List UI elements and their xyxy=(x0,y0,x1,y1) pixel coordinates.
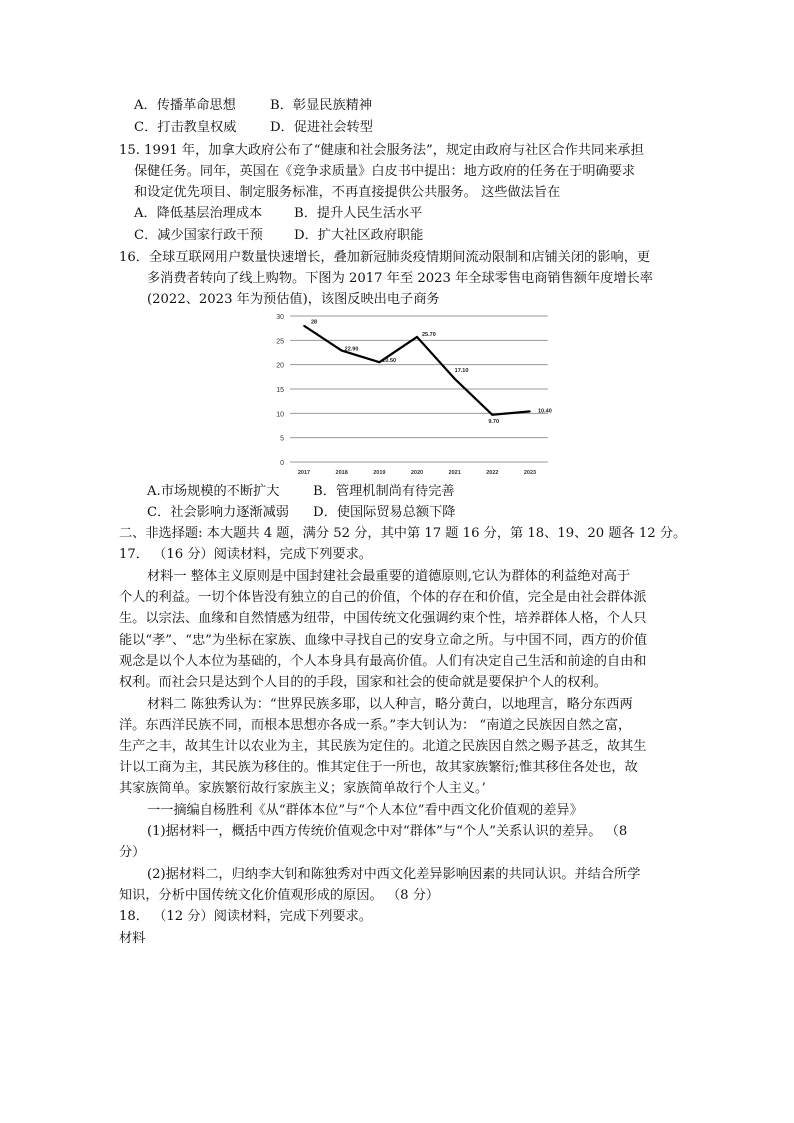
data-label: 10.40 xyxy=(538,408,552,415)
data-point xyxy=(341,350,343,352)
series-line xyxy=(304,326,530,415)
q16-options-row1 xyxy=(147,482,455,502)
q17-sub1-line2: 分） xyxy=(119,845,146,860)
q15-options-row1 xyxy=(134,204,422,224)
q15-stem-line3: 和设定优先项目、制定服务标准，不再直接提供公共服务。 这些做法旨在 xyxy=(134,185,561,200)
q17-material2-line4: 计以工商为主，其民族为移住的。惟其定住于一所也，故其家族繁衍;惟其移住各处也，故 xyxy=(119,760,638,775)
data-point xyxy=(529,411,531,413)
q18-material-label: 材料 xyxy=(119,931,146,946)
q17-sub2-line2: 知识，分析中国传统文化价值观形成的原因。 （8 分） xyxy=(119,888,440,903)
q15-option-d: D．扩大社区政府职能 xyxy=(294,228,424,243)
y-tick-label: 20 xyxy=(276,362,284,370)
growth-rate-line-chart xyxy=(268,310,558,482)
q17-title: 17． （16 分）阅读材料，完成下列要求。 xyxy=(119,547,372,562)
data-point xyxy=(379,361,381,363)
x-tick-label: 2019 xyxy=(373,470,386,476)
q17-material1-line2: 个人的利益。一切个体皆没有独立的自己的价值，个体的存在和价值，完全是由社会群体派 xyxy=(119,590,647,605)
q14-option-a: A．传播革命思想 xyxy=(134,98,236,113)
q16-stem-line3: (2022、2023 年为预估值)，该图反映出电子商务 xyxy=(147,292,440,307)
x-tick-label: 2020 xyxy=(410,470,424,476)
section2-heading: 二、非选择题: 本大题共 4 题，满分 52 分，其中第 17 题 16 分，第 18、19、20 题各 12 分。 xyxy=(119,526,687,541)
data-point xyxy=(303,325,305,327)
q17-sub1-line1: (1)据材料一，概括中西方传统价值观念中对“群体”与“个人”关系认识的差异。 （8 xyxy=(147,824,628,839)
q17-material1-line4: 能以“孝”、“忠”为坐标在家族、血缘中寻找自己的安身立命之所。与中国不同，西方的价值 xyxy=(119,633,648,648)
q17-source: 一一摘编自杨胜利《从“群体本位”与“个人本位”看中西文化价值观的差异》 xyxy=(147,803,583,818)
q17-material1-line1: 材料一 整体主义原则是中国封建社会最重要的道德原则,它认为群体的利益绝对高于 xyxy=(147,569,631,584)
x-tick-label: 2017 xyxy=(297,470,311,476)
q17-material2-line2: 洋。东西洋民族不同，而根本思想亦各成一系。”李大钊认为： “南道之民族因自然之富， xyxy=(119,718,632,733)
q15-option-b: B．提升人民生活水平 xyxy=(294,206,423,221)
y-tick-label: 10 xyxy=(276,411,284,419)
q15-stem-line2: 保健任务。同年，英国在《竞争求质量》白皮书中提出：地方政府的任务在于明确要求 xyxy=(134,164,636,179)
q16-options-row2 xyxy=(147,503,455,523)
q17-material2-line5: 其家族简单。家族繁衍故行家族主义；家族简单故行个人主义。’ xyxy=(119,781,486,796)
y-tick-label: 30 xyxy=(276,314,284,321)
q17-material1-line5: 观念是以个人本位为基础的，个人本身具有最高价值。人们有决定自己生活和前途的自由和 xyxy=(119,654,647,669)
data-label: 9.70 xyxy=(488,418,500,425)
y-tick-label: 15 xyxy=(276,387,284,394)
data-point xyxy=(416,336,418,338)
q18-title: 18． （12 分）阅读材料，完成下列要求。 xyxy=(119,909,372,924)
y-tick-label: 25 xyxy=(276,338,284,346)
data-label: 20.50 xyxy=(382,358,397,365)
q16-stem-line1: 16．全球互联网用户数量快速增长，叠加新冠肺炎疫情期间流动限制和店铺关闭的影响，更 xyxy=(119,250,651,265)
q17-material1-line3: 生。以宗法、血缘和自然情感为纽带，中国传统文化强调约束个性，培养群体人格，个人只 xyxy=(119,611,647,626)
q14-option-d: D．促进社会转型 xyxy=(270,120,373,135)
q14-options-row1 xyxy=(134,96,372,116)
q17-sub2-line1: (2)据材料二，归纳李大钊和陈独秀对中西文化差异影响因素的共同认识。并结合所学 xyxy=(147,867,641,882)
q16-option-a: A.市场规模的不断扩大 xyxy=(147,484,280,499)
x-tick-label: 2018 xyxy=(335,470,348,476)
q15-stem-line1: 15. 1991 年，加拿大政府公布了“健康和社会服务法”，规定由政府与社区合作共同来承担 xyxy=(119,143,644,158)
x-tick-label: 2022 xyxy=(486,470,499,476)
q17-material2-line1: 材料二 陈独秀认为：“世界民族多耶，以人种言，略分黄白，以地理言，略分东西两 xyxy=(147,697,633,712)
q15-options-row2 xyxy=(134,226,423,246)
y-tick-label: 0 xyxy=(280,460,284,467)
data-label: 28 xyxy=(311,319,318,326)
q17-material2-line3: 生产之丰，故其生计以农业为主，其民族为定住的。北道之民族因自然之赐予甚乏，故其生 xyxy=(119,739,647,754)
x-tick-label: 2021 xyxy=(448,470,461,476)
q14-option-b: B．彰显民族精神 xyxy=(270,98,373,113)
q15-option-c: C．减少国家行政干预 xyxy=(134,228,263,243)
q15-option-a: A．降低基层治理成本 xyxy=(134,206,263,221)
y-tick-label: 5 xyxy=(280,435,284,443)
q16-option-c: C．社会影响力逐渐减弱 xyxy=(147,505,289,520)
data-point xyxy=(492,414,494,416)
data-label: 17.10 xyxy=(454,367,469,374)
q16-option-b: B．管理机制尚有待完善 xyxy=(313,484,455,499)
q14-option-c: C．打击教皇权威 xyxy=(134,120,237,135)
data-point xyxy=(454,378,456,380)
q16-option-d: D．使国际贸易总额下降 xyxy=(313,505,456,520)
data-label: 22.90 xyxy=(344,346,359,353)
x-tick-label: 2023 xyxy=(523,470,537,476)
q17-material1-line6: 权利。而社会只是达到个人目的的手段，国家和社会的使命就是要保护个人的权利。 xyxy=(119,675,607,690)
data-label: 25.70 xyxy=(422,331,436,338)
q16-stem-line2: 多消费者转向了线上购物。下图为 2017 年至 2023 年全球零售电商销售额年度增长率 xyxy=(147,271,653,286)
q14-options-row2 xyxy=(134,118,373,138)
